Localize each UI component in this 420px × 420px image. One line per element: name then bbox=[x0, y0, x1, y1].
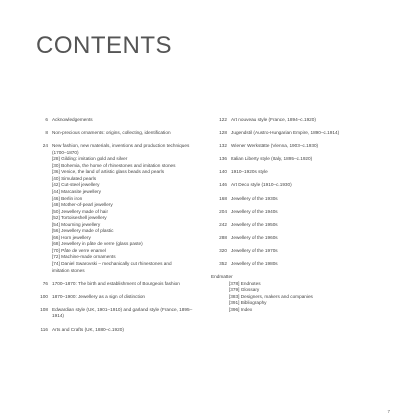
endmatter-item: [383] Designers, makers and companies bbox=[229, 293, 313, 299]
toc-entry-title: Jewellery of the 1980s bbox=[231, 261, 278, 267]
toc-subentry: [68] Jewellery in pâte de verre (glass paste) bbox=[52, 241, 143, 247]
toc-subentry: [28] Gilding: imitation gold and silver bbox=[52, 156, 128, 162]
toc-entry bbox=[24, 281, 198, 288]
toc-page-number: 132 bbox=[219, 143, 227, 149]
page-title: CONTENTS bbox=[36, 32, 172, 59]
toc-subentry: [70] Pâte de verre enamel bbox=[52, 247, 106, 253]
toc-entry bbox=[203, 261, 388, 268]
toc-entry-title: Jugendstil (Austro-Hungarian Empire, 1890–c.1914) bbox=[231, 130, 340, 136]
toc-page-number: 140 bbox=[219, 169, 227, 175]
toc-page-number: 6 bbox=[45, 117, 48, 122]
toc-subentry: [54] Mourning jewellery bbox=[52, 221, 101, 227]
endmatter-heading: Endmatter bbox=[211, 274, 233, 280]
toc-entry-title: 1700–1870: The birth and establishment of Bourgeois fashion bbox=[52, 280, 180, 286]
endmatter-list bbox=[229, 281, 388, 314]
toc-subentry: [40] Simulated pearls bbox=[52, 175, 97, 181]
toc-page-number: 24 bbox=[42, 143, 48, 149]
toc-entry bbox=[203, 130, 388, 137]
toc-subentry: imitation stones bbox=[52, 267, 85, 273]
toc-subentry: [50] Jewellery made of hair bbox=[52, 208, 109, 214]
toc-entry-title: Jewellery of the 1970s bbox=[231, 247, 278, 253]
toc-entry bbox=[24, 130, 198, 137]
toc-page-number: 146 bbox=[219, 182, 227, 188]
toc-entry-title: Non-precious ornaments: origins, collecting, identification bbox=[52, 130, 171, 136]
toc-entry bbox=[24, 294, 198, 301]
toc-entry bbox=[24, 307, 198, 320]
page-number: 7 bbox=[387, 409, 390, 414]
toc-page-number: 168 bbox=[219, 195, 227, 201]
toc-entry-title: Jewellery of the 1930s bbox=[231, 195, 278, 201]
toc-page-number: 8 bbox=[45, 130, 48, 136]
endmatter-item: [396] Index bbox=[229, 306, 253, 312]
toc-entry-title: Italian Liberty style (Italy, 1895–c.1920) bbox=[231, 156, 313, 162]
toc-page-number: 242 bbox=[219, 221, 227, 227]
toc-entry-title: Jewellery of the 1940s bbox=[231, 208, 278, 214]
toc-entry-title: 1870–1900: Jewellery as a sign of distinction bbox=[52, 293, 146, 299]
toc-entry bbox=[24, 117, 198, 124]
toc-entry bbox=[203, 209, 388, 216]
toc-sublist bbox=[52, 156, 198, 274]
toc-page-number: 108 bbox=[40, 306, 48, 312]
toc-subentry: [44] Marcasite jewellery bbox=[52, 189, 101, 195]
toc-entry bbox=[203, 117, 388, 124]
toc-page-number: 204 bbox=[219, 208, 227, 214]
toc-page-number: 116 bbox=[40, 326, 48, 332]
toc-page-number: 122 bbox=[219, 117, 227, 122]
toc-subentry: [66] Horn jewellery bbox=[52, 234, 91, 240]
toc-subentry: [36] Venice, the land of artistic glass beads and pearls bbox=[52, 169, 165, 175]
toc-entry bbox=[203, 143, 388, 150]
endmatter-item: [378] Endnotes bbox=[229, 280, 261, 286]
toc-page-number: 128 bbox=[219, 130, 227, 136]
toc-entry-title: New fashion, new materials, inventions and production techniques (1700–1870) bbox=[52, 143, 190, 155]
toc-subentry: [46] Berlin iron bbox=[52, 195, 83, 201]
toc-page-number: 288 bbox=[219, 234, 227, 240]
toc-entry-title: Art Deco style (1910–c.1930) bbox=[231, 182, 292, 188]
toc-entry bbox=[203, 235, 388, 242]
toc-subentry: [48] Mother-of-pearl jewellery bbox=[52, 202, 113, 208]
toc-page-number: 352 bbox=[219, 261, 227, 267]
toc-entry-title: Wiener Werkstätte (Vienna, 1903–c.1930) bbox=[231, 143, 319, 149]
toc-subentry: [42] Cut-steel jewellery bbox=[52, 182, 100, 188]
toc-entry-title: Edwardian style (UK, 1901–1910) and garland style (France, 1895–1914) bbox=[52, 306, 193, 319]
toc-entry bbox=[203, 222, 388, 229]
toc-subentry: [30] Bohemia, the home of rhinestones and imitation stones bbox=[52, 162, 176, 168]
toc-entry bbox=[203, 156, 388, 163]
toc-entry bbox=[203, 182, 388, 189]
toc-page-number: 136 bbox=[219, 156, 227, 162]
toc-subentry: [52] Tortoiseshell jewellery bbox=[52, 215, 107, 221]
toc-entry bbox=[24, 327, 198, 334]
toc-entry-title: 1910–1920s style bbox=[231, 169, 268, 175]
toc-right-column bbox=[203, 117, 388, 313]
endmatter-item: [379] Glossary bbox=[229, 287, 260, 293]
toc-subentry: [72] Machine-made ornaments bbox=[52, 254, 116, 260]
toc-entry bbox=[203, 196, 388, 203]
toc-entry-title: Art nouveau style (France, 1894–c.1920) bbox=[231, 117, 316, 122]
toc-entry-title: Jewellery of the 1960s bbox=[231, 234, 278, 240]
toc-entry bbox=[203, 248, 388, 255]
toc-page-number: 100 bbox=[40, 293, 48, 299]
toc-entry-title: Jewellery of the 1950s bbox=[231, 221, 278, 227]
toc-subentry: [56] Jewellery made of plastic bbox=[52, 228, 114, 234]
toc-entry-title: Acknowledgements bbox=[52, 117, 93, 122]
toc-entry bbox=[203, 169, 388, 176]
endmatter-item: [391] Bibliography bbox=[229, 300, 267, 306]
toc-page-number: 76 bbox=[42, 280, 48, 286]
toc-left-column bbox=[24, 117, 198, 340]
toc-subentry: [74] Daniel Swarovski – mechanically cut rhinestones and bbox=[52, 261, 172, 267]
toc-page-number: 320 bbox=[219, 247, 227, 253]
toc-entry-title: Arts and Crafts (UK, 1880–c.1920) bbox=[52, 326, 124, 332]
toc-entry bbox=[24, 143, 198, 156]
